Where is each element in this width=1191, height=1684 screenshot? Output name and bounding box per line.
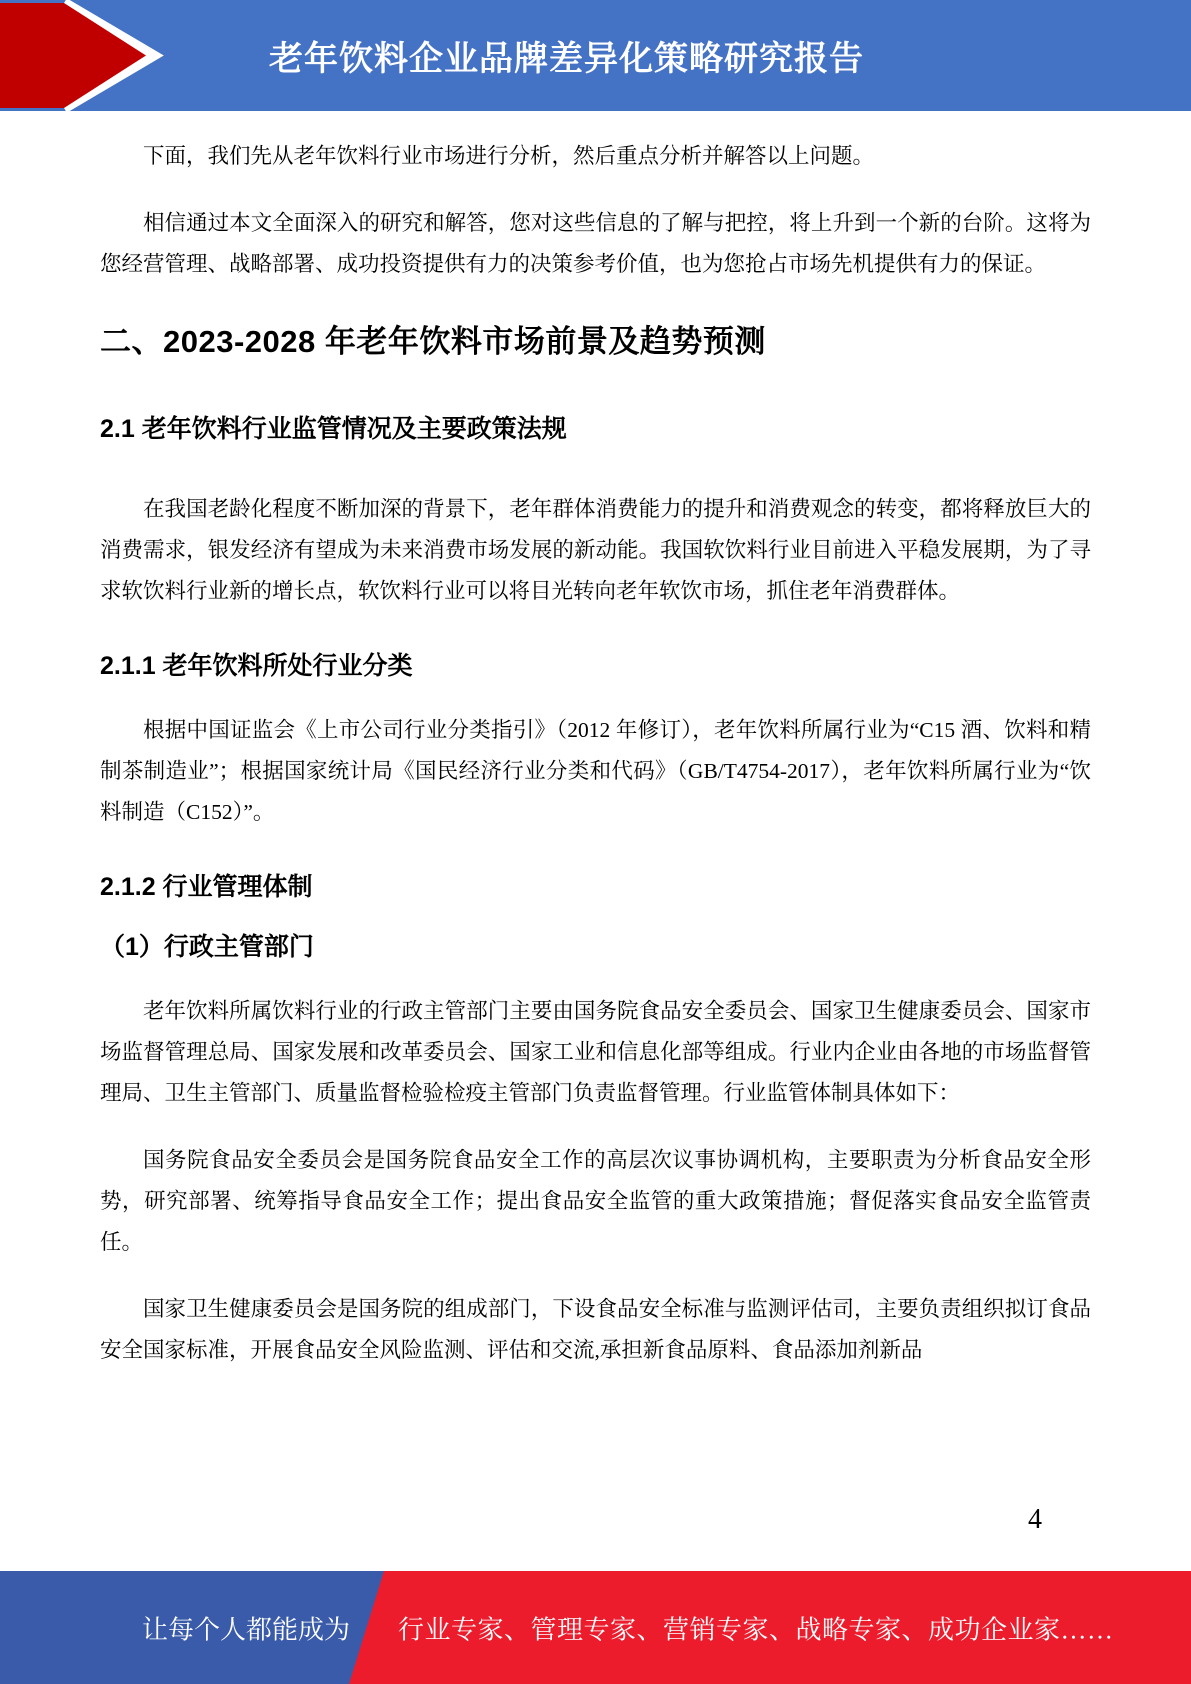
paragraph-admin-1: 老年饮料所属饮料行业的行政主管部门主要由国务院食品安全委员会、国家卫生健康委员会、国家市场监督管理总局、国家发展和改革委员会、国家工业和信息化部等组成。行业内企业由各地的市场监督管理局、卫生主管部门、质量监督检验检疫主管部门负责监督管理。行业监管体制具体如下： [100,999,1091,1105]
heading-admin-dept: （1）行政主管部门 [100,933,314,961]
paragraph-admin-2: 国务院食品安全委员会是国务院食品安全工作的高层次议事协调机构，主要职责为分析食品安全形势，研究部署、统筹指导食品安全工作；提出食品安全监管的重大政策措施；督促落实食品安全监管责任。 [100,1148,1091,1254]
page-number: 4 [1028,1504,1042,1535]
paragraph-2-1-1: 根据中国证监会《上市公司行业分类指引》（2012 年修订），老年饮料所属行业为“C15 酒、饮料和精制茶制造业”；根据国家统计局《国民经济行业分类和代码》（GB/T4754-2017），老年饮料所属行业为“饮料制造（C152）”。 [100,718,1091,824]
paragraph-admin-3: 国家卫生健康委员会是国务院的组成部门，下设食品安全标准与监测评估司，主要负责组织拟订食品安全国家标准，开展食品安全风险监测、评估和交流,承担新食品原料、食品添加剂新品 [100,1297,1091,1362]
heading-2-1-2: 2.1.2 行业管理体制 [100,873,313,901]
page-header-banner [0,0,1191,111]
report-title: 老年饮料企业品牌差异化策略研究报告 [269,40,864,78]
heading-2-1: 2.1 老年饮料行业监管情况及主要政策法规 [100,415,567,443]
footer-slogan-left: 让每个人都能成为 [142,1615,351,1644]
paragraph-intro-1: 下面，我们先从老年饮料行业市场进行分析，然后重点分析并解答以上问题。 [143,144,875,168]
footer-slogan-right: 行业专家、管理专家、营销专家、战略专家、成功企业家…… [398,1615,1114,1644]
page-body [100,110,1091,1397]
heading-2-1-1: 2.1.1 老年饮料所处行业分类 [100,652,413,680]
paragraph-intro-2: 相信通过本文全面深入的研究和解答，您对这些信息的了解与把控，将上升到一个新的台阶。这将为您经营管理、战略部署、成功投资提供有力的决策参考价值，也为您抢占市场先机提供有力的保证。 [100,211,1091,276]
paragraph-2-1: 在我国老龄化程度不断加深的背景下，老年群体消费能力的提升和消费观念的转变，都将释放巨大的消费需求，银发经济有望成为未来消费市场发展的新动能。我国软饮料行业目前进入平稳发展期，为了寻求软饮料行业新的增长点，软饮料行业可以将目光转向老年软饮市场，抓住老年消费群体。 [100,497,1091,603]
page-footer [0,1571,1191,1684]
heading-section-2: 二、2023-2028 年老年饮料市场前景及趋势预测 [100,324,766,359]
